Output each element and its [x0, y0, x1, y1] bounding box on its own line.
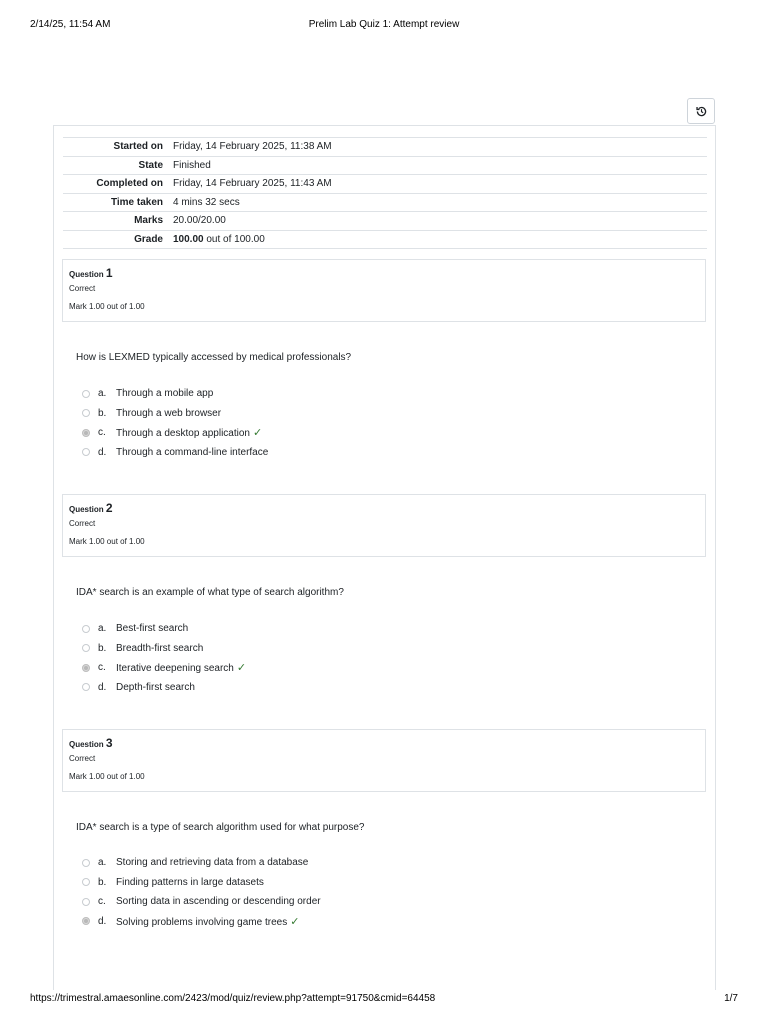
check-icon: ✓: [236, 662, 247, 675]
option-text-wrap: [116, 426, 262, 439]
print-title: Prelim Lab Quiz 1: Attempt review: [308, 19, 460, 30]
option-letter: a.: [98, 857, 107, 869]
question-text: How is LEXMED typically accessed by medical professionals?: [76, 352, 352, 363]
question-mark: Mark 1.00 out of 1.00: [69, 537, 145, 546]
summary-value: 20.00/20.00: [173, 212, 707, 231]
option-text: Through a command-line interface: [116, 446, 269, 458]
summary-value: [173, 230, 707, 249]
radio-button[interactable]: [82, 878, 90, 886]
answer-options: [82, 853, 321, 931]
answer-option[interactable]: [82, 443, 269, 463]
answer-options: [82, 384, 269, 462]
summary-value: Friday, 14 February 2025, 11:43 AM: [173, 175, 707, 194]
print-header: [0, 19, 768, 33]
summary-label: Marks: [63, 212, 173, 231]
option-letter: d.: [98, 446, 107, 458]
answer-option-selected[interactable]: [82, 658, 247, 678]
option-text: Solving problems involving game trees: [116, 916, 288, 928]
summary-value: Finished: [173, 156, 707, 175]
answer-option-selected[interactable]: [82, 423, 263, 443]
option-text: Depth-first search: [116, 681, 195, 693]
radio-button[interactable]: [82, 625, 90, 633]
question-text: IDA* search is a type of search algorithm used for what purpose?: [76, 822, 365, 833]
answer-option-selected[interactable]: [82, 912, 300, 932]
option-letter: d.: [98, 915, 107, 927]
answer-option[interactable]: [82, 873, 264, 893]
answer-option[interactable]: [82, 619, 189, 639]
answer-option[interactable]: [82, 678, 195, 698]
radio-button[interactable]: [82, 644, 90, 652]
option-text: Best-first search: [116, 623, 189, 635]
summary-row: [63, 175, 707, 194]
question-number: [69, 266, 699, 280]
option-text-wrap: [116, 661, 246, 674]
question-number-value: 3: [105, 736, 113, 750]
option-letter: c.: [98, 662, 106, 674]
summary-label: State: [63, 156, 173, 175]
question-number: [69, 501, 699, 515]
answer-option[interactable]: [82, 892, 321, 912]
grade-out-of: out of 100.00: [203, 233, 265, 245]
answer-options: [82, 619, 247, 697]
summary-label: Completed on: [63, 175, 173, 194]
summary-row: [63, 193, 707, 212]
summary-value: 4 mins 32 secs: [173, 193, 707, 212]
history-icon: [695, 105, 708, 118]
option-letter: b.: [98, 407, 107, 419]
answer-option[interactable]: [82, 384, 214, 404]
option-letter: b.: [98, 876, 107, 888]
option-text: Sorting data in ascending or descending order: [116, 896, 321, 908]
option-text: Through a web browser: [116, 407, 222, 419]
print-datetime: 2/14/25, 11:54 AM: [30, 19, 111, 30]
answer-option[interactable]: [82, 404, 222, 424]
option-text: Iterative deepening search: [116, 663, 234, 675]
question-mark: Mark 1.00 out of 1.00: [69, 302, 145, 311]
option-letter: c.: [98, 427, 106, 439]
question-number-value: 2: [105, 501, 113, 515]
radio-button[interactable]: [82, 409, 90, 417]
summary-label: Grade: [63, 230, 173, 249]
option-text-wrap: [116, 915, 299, 928]
history-button[interactable]: [687, 98, 715, 124]
question-info-3: [62, 729, 706, 792]
question-prefix: Question: [69, 270, 104, 279]
print-url: https://trimestral.amaesonline.com/2423/mod/quiz/review.php?attempt=91750&cmid=64458: [30, 993, 436, 1004]
question-state: Correct: [69, 754, 96, 763]
answer-option[interactable]: [82, 853, 309, 873]
option-text: Breadth-first search: [116, 642, 204, 654]
question-text: IDA* search is an example of what type of search algorithm?: [76, 587, 344, 598]
radio-button-checked[interactable]: [82, 664, 90, 672]
answer-option[interactable]: [82, 639, 204, 659]
grade-value: 100.00: [173, 233, 204, 245]
option-letter: c.: [98, 896, 106, 908]
radio-button-checked[interactable]: [82, 917, 90, 925]
option-letter: a.: [98, 388, 107, 400]
radio-button[interactable]: [82, 898, 90, 906]
print-page-number: 1/7: [724, 993, 738, 1004]
summary-row-grade: [63, 230, 707, 249]
option-text: Through a mobile app: [116, 388, 214, 400]
option-text: Finding patterns in large datasets: [116, 876, 264, 888]
question-number-value: 1: [105, 266, 113, 280]
question-prefix: Question: [69, 740, 104, 749]
radio-button[interactable]: [82, 683, 90, 691]
radio-button[interactable]: [82, 390, 90, 398]
question-prefix: Question: [69, 505, 104, 514]
summary-value: Friday, 14 February 2025, 11:38 AM: [173, 138, 707, 157]
summary-row: [63, 156, 707, 175]
option-text: Storing and retrieving data from a database: [116, 857, 309, 869]
summary-row: [63, 212, 707, 231]
radio-button[interactable]: [82, 859, 90, 867]
check-icon: ✓: [290, 915, 300, 928]
question-state: Correct: [69, 284, 96, 293]
option-letter: a.: [98, 623, 107, 635]
radio-button-checked[interactable]: [82, 429, 90, 437]
question-number: [69, 736, 699, 750]
question-state: Correct: [69, 519, 96, 528]
question-info-1: [62, 259, 706, 322]
question-info-2: [62, 494, 706, 557]
summary-row: [63, 138, 707, 157]
question-mark: Mark 1.00 out of 1.00: [69, 772, 145, 781]
attempt-summary-table: [63, 137, 707, 249]
option-letter: d.: [98, 681, 107, 693]
summary-label: Time taken: [63, 193, 173, 212]
check-icon: ✓: [252, 427, 263, 440]
print-footer: [0, 993, 768, 1007]
option-letter: b.: [98, 642, 107, 654]
summary-label: Started on: [63, 138, 173, 157]
radio-button[interactable]: [82, 448, 90, 456]
option-text: Through a desktop application: [116, 428, 250, 440]
